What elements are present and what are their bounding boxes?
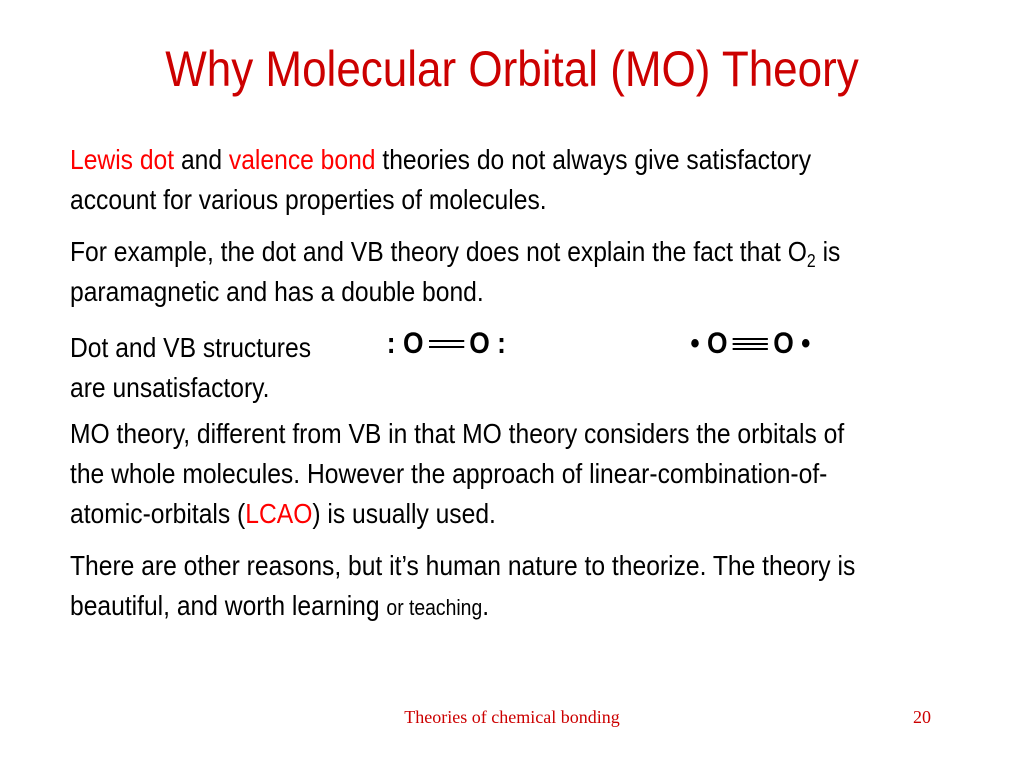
and-text: and	[174, 144, 229, 175]
oxygen-atom-2: O	[469, 327, 490, 360]
reasons-text: There are other reasons, but it’s human nature to theorize. The theory is beautiful, and worth learning	[70, 550, 856, 621]
footer-title: Theories of chemical bonding	[404, 707, 620, 727]
paragraph-mo-theory	[70, 414, 862, 534]
structures-caption	[70, 328, 387, 408]
structures-caption-line1: Dot and VB structures	[70, 332, 312, 363]
or-teaching-text: or teaching	[386, 595, 483, 620]
oxygen-atom-2: O	[773, 327, 794, 360]
structures-caption-line2: are unsatisfactory.	[70, 372, 270, 403]
oxygen-atom-1: O	[402, 327, 424, 360]
lone-pair-left: :	[386, 327, 396, 360]
triple-bond-structure	[690, 324, 810, 364]
oxygen-atom-1: O	[706, 327, 728, 360]
lewis-double-bond-structure	[387, 324, 506, 364]
mo-theory-text-end: ) is usually used.	[312, 498, 496, 529]
reasons-period: .	[482, 590, 490, 621]
slide-number: 20	[913, 707, 931, 727]
radical-dot-right: •	[801, 327, 811, 360]
lone-pair-right: :	[497, 327, 506, 360]
lcao-term: LCAO	[245, 498, 313, 529]
paragraph-lewis-rest: theories do not always give satisfactory account for various properties of molecules.	[70, 144, 812, 215]
slide-title: Why Molecular Orbital (MO) Theory	[165, 41, 859, 97]
paragraph-example	[70, 232, 862, 312]
triple-bond-icon	[733, 337, 768, 351]
paragraph-reasons	[70, 546, 862, 628]
structures-row	[70, 324, 862, 406]
example-text-end: is paramagnetic and has a double bond.	[70, 236, 841, 307]
radical-dot-left: •	[690, 327, 700, 360]
mo-theory-text: MO theory, different from VB in that MO theory considers the orbitals of the whole molecules. However the approach of linear-combination-of-atomic-orbitals (	[70, 418, 845, 529]
valence-bond-term: valence bond	[228, 144, 376, 175]
paragraph-lewis	[70, 140, 862, 220]
lewis-dot-term: Lewis dot	[70, 144, 175, 175]
o2-subscript: 2	[806, 251, 816, 271]
double-bond-icon	[429, 337, 464, 351]
slide-body	[70, 140, 862, 628]
example-text: For example, the dot and VB theory does not explain the fact that O	[70, 236, 807, 267]
